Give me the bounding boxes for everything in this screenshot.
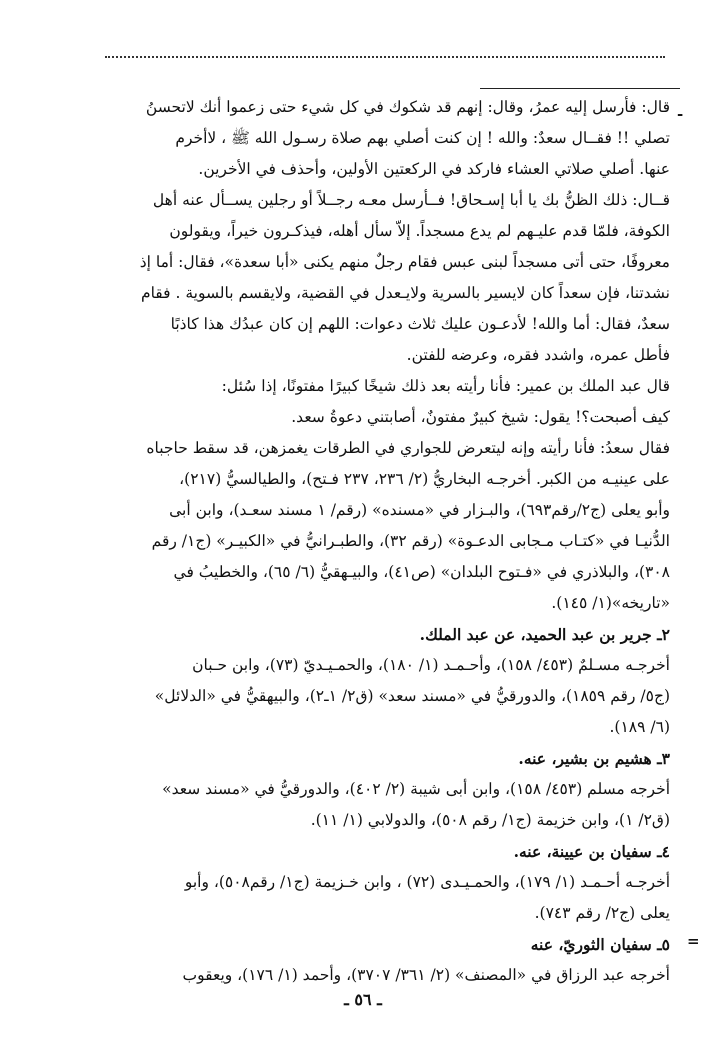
citation-line: أخرجه مسلم (٤٥٣/ ١٥٨)، وابن أبى شيبة (٢/ ٤٠٢)، والدورقيُّ في «مسند سعد»	[162, 780, 670, 798]
continuation-dash: -	[677, 105, 684, 123]
sections-block	[90, 619, 670, 991]
text-line: نشدتنا، فإن سعداً كان لايسير بالسرية ولايـعدل في القضية، ولايقسم بالسوية . فقام	[140, 284, 670, 302]
text-line: قــال: ذلك الظنُّ بك يا أبا إسـحاق! فــأرسل معـه رجــلاً أو رجلين يســأل عنه أهل	[152, 191, 670, 209]
footnote-rule	[480, 88, 680, 89]
text-line: فأطل عمره، واشدد فقره، وعرضه للفتن.	[406, 346, 670, 364]
page-number: ـ ٥٦ ـ	[344, 990, 382, 1009]
text-line: على عينيـه من الكبر. أخرجـه البخاريُّ (٢/ ٢٣٦، ٢٣٧ فـتح)، والطيالسيُّ (٢١٧)،	[179, 470, 670, 488]
citation-line: (٦/ ١٨٩).	[609, 718, 670, 736]
text-line: سعدٌ، فقال: أما والله! لأدعـون عليك ثلاث دعوات: اللهم إن كان عبدُك هذا كاذبًا	[170, 315, 670, 333]
text-line: قال: فأرسل إليه عمرُ، وقال: إنهم قد شكوك في كل شيء حتى زعموا أنك لاتحسنُ	[145, 98, 670, 116]
text-line: معروفًا، حتى أتى مسجداً لبنى عبس فقام رجلٌ منهم يكنى «أبا سعدة»، فقال: أما إذ	[139, 253, 670, 271]
text-line: الدُّنيـا في «كتـاب مـجابى الدعـوة» (رقم ٣٢)، والطبـرانيُّ في «الكبيـر» (ج١/ رقم	[151, 532, 670, 550]
dotted-header-rule	[105, 56, 665, 58]
section-heading: ٤ـ سفيان بن عيينة، عنه.	[513, 842, 670, 861]
text-line: قال عبد الملك بن عمير: فأنا رأيته بعد ذلك شيخًا كبيرًا مفتونًا، إذا سُئل:	[221, 377, 670, 395]
text-line: وأبو يعلى (ج٢/رقم٦٩٣)، والبـزار في «مسنده» (رقم/ ١ مسند سعـد)، وابن أبى	[169, 501, 670, 519]
citation-line: أخرجـه أحـمـد (١/ ١٧٩)، والحمـيـدى (٧٢) ، وابن خـزيمة (ج١/ رقم٥٠٨)، وأبو	[184, 873, 670, 891]
text-line: فقال سعدُ: فأنا رأيته وإنه ليتعرض للجواري في الطرقات يغمزهن، قد سقط حاجباه	[146, 439, 670, 457]
text-line: عنها. أصلي صلاتي العشاء فاركد في الركعتين الأولين، وأحذف في الأخرين.	[198, 160, 670, 178]
narration-block	[90, 92, 670, 619]
text-line: ٣٠٨)، والبلاذري في «فـتوح البلدان» (ص٤١)، والبيـهقيُّ (٦/ ٦٥)، والخطيبُ في	[173, 563, 670, 581]
section-heading: ٢ـ جرير بن عبد الحميد، عن عبد الملك.	[419, 625, 670, 644]
text-line: الكوفة، فلمّا قدم عليـهم لم يدع مسجداً. إلاّ سأل أهله، فيذكـرون خيراً، ويقولون	[169, 222, 670, 240]
citation-line: (ق٢/ ١)، وابن خزيمة (ج١/ رقم ٥٠٨)، والدولابي (١/ ١١).	[310, 811, 670, 829]
text-line: كيف أصبحت؟! يقول: شيخ كبيرٌ مفتونٌ، أصابتني دعوةُ سعد.	[291, 408, 670, 426]
citation-line: يعلى (ج٢/ رقم ٧٤٣).	[534, 904, 670, 922]
citation-line: أخرجه عبد الرزاق في «المصنف» (٢/ ٣٦١/ ٣٧٠٧)، وأحمد (١/ ١٧٦)، ويعقوب	[182, 966, 670, 984]
text-line: تصلي !! فقــال سعدٌ: والله ! إن كنت أصلي بهم صلاة رسـول الله ﷺ ، لاأخرم	[175, 129, 670, 147]
text-line: «تاريخه»(١/ ١٤٥).	[551, 594, 670, 612]
section-heading: ٥ـ سفيان الثوريّ، عنه	[530, 935, 670, 954]
citation-line: أخرجـه مسـلمٌ (٤٥٣/ ١٥٨)، وأحـمـد (١/ ١٨٠)، والحمـيـديّ (٧٣)، وابن حـبان	[192, 656, 670, 674]
continuation-equals: =	[687, 932, 700, 950]
citation-line: (ج٥/ رقم ١٨٥٩)، والدورقيُّ في «مسند سعد» (ق٢/ ١ـ٢)، والبيهقيُّ في «الدلائل»	[154, 687, 670, 705]
page-text	[90, 92, 670, 991]
section-heading: ٣ـ هشيم بن بشير، عنه.	[518, 749, 670, 768]
